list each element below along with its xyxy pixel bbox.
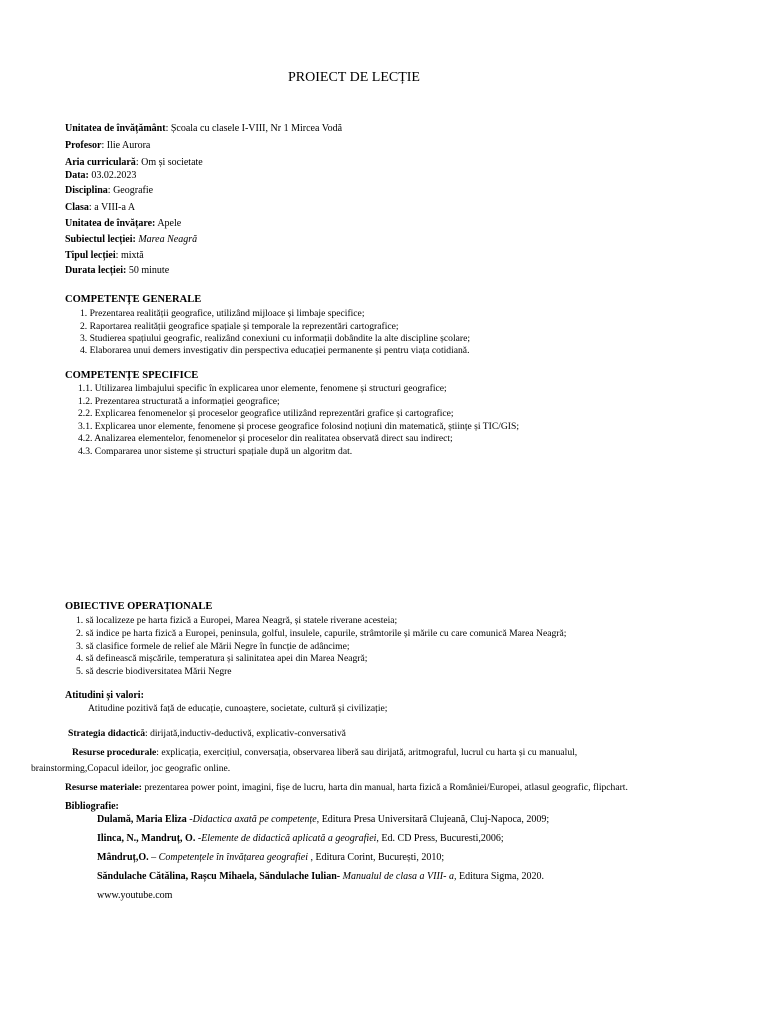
resurse-materiale-label: Resurse materiale: [65,782,142,793]
field-value: a VIII-a A [94,202,136,213]
strategia-label: Strategia didactică [68,728,146,739]
list-item: 4.2. Analizarea elementelor, fenomenelor și proceselor din realitatea observată direct sau indirect; [78,433,453,444]
list-item: 3. să clasifice formele de relief ale Mării Negre în funcție de adâncime; [76,641,350,652]
competente-specifice-heading: COMPETENȚE SPECIFICE [65,370,199,381]
field-label: Data: [65,170,89,181]
bibliography-entry [97,851,444,864]
strategia-line [68,727,346,740]
list-item: 5. să descrie biodiversitatea Mării Negre [76,666,232,677]
bib-separator: – [148,852,159,863]
field-unitatea-invatare [65,217,181,230]
field-label: Profesor [65,140,102,151]
atitudini-heading: Atitudini și valori: [65,690,144,701]
field-value: Om și societate [141,157,203,168]
field-value: 03.02.2023 [91,170,137,181]
list-item: 2.2. Explicarea fenomenelor și proceselor geografice utilizând reprezentări grafice și cartografice; [78,408,454,419]
resurse-procedurale-text: : explicația, exercițiul, conversația, observarea liberă sau dirijată, aritmograful, lucrul cu harta și cu manualul, [156,747,578,758]
list-item: 3. Studierea spațiului geografic, realizând conexiuni cu informații dobândite la alte discipline școlare; [80,333,471,344]
bib-work: Manualul de clasa a VIII- a, [342,871,457,882]
resurse-materiale-line [65,781,628,794]
field-value: Școala cu clasele I-VIII, Nr 1 Mircea Vodă [170,123,343,134]
field-aria-curriculara: Aria curriculară: Om și societate [65,157,203,168]
field-clasa: Clasa: a VIII-a A [65,202,136,213]
bib-author: Săndulache Cătălina, Rașcu Mihaela, Săndulache Iulian- [97,871,341,882]
obiective-heading: OBIECTIVE OPERAȚIONALE [65,601,213,612]
bib-author: Dulamă, Maria Eliza [97,814,187,825]
list-item: 3.1. Explicarea unor elemente, fenomene și procese geografice folosind noțiuni din matematică, științe și TIC/GIS; [78,421,520,432]
field-value: Ilie Aurora [106,140,151,151]
field-unitatea-invatamant: Unitatea de învățământ: Școala cu clasele I-VIII, Nr 1 Mircea Vodă [65,123,343,134]
bib-work: Elemente de didactică aplicată a geografiei [201,833,377,844]
bibliography-entry [97,813,549,826]
bib-publisher: , Ed. CD Press, Bucuresti,2006; [376,833,504,844]
bib-separator: - [186,814,193,825]
list-item: 1. să localizeze pe harta fizică a Europei, Marea Neagră, și statele riverane acesteia; [76,615,398,626]
field-tipul-lectiei: Tipul lecției: mixtă [65,250,144,261]
field-label: Subiectul lecției: [65,234,136,245]
list-item: 2. să indice pe harta fizică a Europei, peninsula, golful, insulele, capurile, strâmtorile și mările cu care comunică Marea Neagră; [76,628,567,639]
field-label: Aria curriculară [65,157,136,168]
field-disciplina: Disciplina: Geografie [65,185,154,196]
list-item: 1.2. Prezentarea structurată a informației geografice; [78,396,280,407]
bibliography-entry [97,870,544,883]
list-item: 4. să definească mișcările, temperatura și salinitatea apei din Marea Neagră; [76,653,368,664]
bibliografie-heading: Bibliografie: [65,801,119,812]
field-subiectul-lectiei [65,233,197,246]
strategia-text: : dirijată,inductiv-deductivă, explicativ-conversativă [145,728,346,739]
field-value: mixtă [120,250,144,261]
resurse-procedurale-line [72,746,577,759]
page-title: PROIECT DE LECȚIE [288,70,420,85]
bib-publisher: , Editura Corint, București, 2010; [308,852,445,863]
bib-publisher: Editura Presa Universitară Clujeană, Cluj-Napoca, 2009; [319,814,550,825]
bib-publisher: Editura Sigma, 2020. [456,871,544,882]
field-durata-lectiei [65,264,169,277]
field-label: Disciplina [65,185,108,196]
field-label: Unitatea de învățământ [65,123,166,134]
field-label: Clasa [65,202,89,213]
list-item: 1.1. Utilizarea limbajului specific în explicarea unor elemente, fenomene și structuri geografice; [78,383,447,394]
resurse-materiale-text: prezentarea power point, imagini, fișe de lucru, harta din manual, harta fizică a României/Europei, atlasul geografic, flipchart. [141,782,628,793]
list-item: 1. Prezentarea realității geografice, utilizând mijloace și limbaje specifice; [80,308,365,319]
field-label: Unitatea de învățare: [65,218,156,229]
bibliography-web-link[interactable]: www.youtube.com [97,890,173,901]
field-value: 50 minute [128,265,170,276]
list-item: 4.3. Compararea unor sisteme și structuri spațiale după un algoritm dat. [78,446,353,457]
resurse-procedurale-continuation: brainstorming,Copacul ideilor, joc geografic online. [31,763,231,774]
atitudini-text: Atitudine pozitivă față de educație, cunoaștere, societate, cultură și civilizație; [88,703,388,714]
bib-author: Ilinca, N., Mandruț, O. [97,833,196,844]
field-profesor: Profesor: Ilie Aurora [65,140,151,151]
bib-separator: - [195,833,202,844]
bibliography-entry [97,832,504,845]
bib-work: Didactica axată pe competențe, [192,814,320,825]
list-item: 4. Elaborarea unui demers investigativ din perspectiva educației permanente și pentru viața cotidiană. [80,345,470,356]
resurse-procedurale-label: Resurse procedurale [72,747,157,758]
field-value: Marea Neagră [138,234,198,245]
bib-work: Competențele în învățarea geografiei [158,852,308,863]
competente-generale-heading: COMPETENȚE GENERALE [65,294,202,305]
field-data [65,169,136,182]
field-label: Durata lecției: [65,265,127,276]
bib-author: Mândruț,O. [97,852,149,863]
field-label: Tipul lecției [65,250,116,261]
field-value: Geografie [113,185,154,196]
list-item: 2. Raportarea realității geografice spațiale și temporale la reprezentări cartografice; [80,321,399,332]
field-value: Apele [157,218,182,229]
